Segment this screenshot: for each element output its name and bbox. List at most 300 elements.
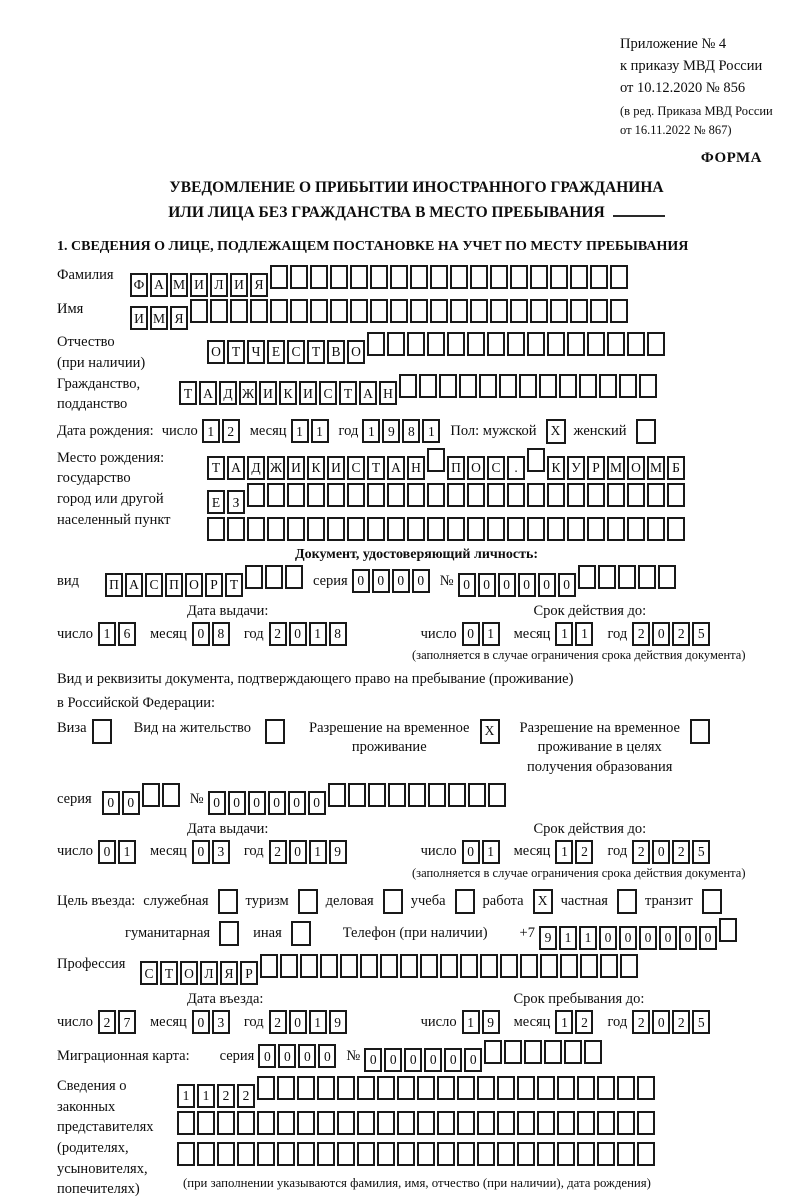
form-cell[interactable] xyxy=(267,517,285,541)
form-cell[interactable]: 1 xyxy=(555,1010,573,1034)
form-cell[interactable] xyxy=(527,517,545,541)
form-cell[interactable] xyxy=(427,332,445,356)
form-cell[interactable] xyxy=(557,1076,575,1100)
form-cell[interactable] xyxy=(297,1111,315,1135)
form-cell[interactable] xyxy=(510,265,528,289)
form-cell[interactable]: 7 xyxy=(118,1010,136,1034)
form-cell[interactable] xyxy=(627,483,645,507)
form-cell[interactable] xyxy=(207,517,225,541)
form-cell[interactable]: Т xyxy=(160,961,178,985)
form-cell[interactable] xyxy=(587,332,605,356)
form-cell[interactable]: Ж xyxy=(239,381,257,405)
form-cell[interactable]: 1 xyxy=(579,926,597,950)
form-cell[interactable] xyxy=(617,1111,635,1135)
form-cell[interactable]: Ч xyxy=(247,340,265,364)
purpose-commercial-checkbox[interactable] xyxy=(383,889,403,914)
form-cell[interactable] xyxy=(437,1076,455,1100)
form-cell[interactable] xyxy=(607,332,625,356)
form-cell[interactable]: Т xyxy=(367,456,385,480)
form-cell[interactable] xyxy=(557,1111,575,1135)
form-cell[interactable] xyxy=(277,1076,295,1100)
form-cell[interactable] xyxy=(427,448,445,472)
form-cell[interactable]: Е xyxy=(267,340,285,364)
form-cell[interactable] xyxy=(397,1111,415,1135)
sex-female-checkbox[interactable] xyxy=(636,419,656,444)
form-cell[interactable] xyxy=(367,483,385,507)
form-cell[interactable]: 3 xyxy=(212,840,230,864)
form-cell[interactable] xyxy=(520,954,538,978)
form-cell[interactable] xyxy=(367,517,385,541)
form-cell[interactable] xyxy=(247,517,265,541)
form-cell[interactable] xyxy=(639,374,657,398)
form-cell[interactable] xyxy=(597,1111,615,1135)
form-cell[interactable] xyxy=(280,954,298,978)
form-cell[interactable]: 5 xyxy=(692,840,710,864)
form-cell[interactable] xyxy=(597,1142,615,1166)
form-cell[interactable] xyxy=(487,483,505,507)
purpose-humanitarian-checkbox[interactable] xyxy=(219,921,239,946)
form-cell[interactable] xyxy=(667,517,685,541)
form-cell[interactable] xyxy=(410,299,428,323)
form-cell[interactable] xyxy=(467,332,485,356)
form-cell[interactable]: 1 xyxy=(291,419,309,443)
form-cell[interactable] xyxy=(347,517,365,541)
form-cell[interactable] xyxy=(370,299,388,323)
form-cell[interactable] xyxy=(190,299,208,323)
form-cell[interactable] xyxy=(297,1076,315,1100)
form-cell[interactable] xyxy=(468,783,486,807)
form-cell[interactable] xyxy=(599,374,617,398)
form-cell[interactable]: 0 xyxy=(392,569,410,593)
form-cell[interactable] xyxy=(367,332,385,356)
form-cell[interactable]: 1 xyxy=(559,926,577,950)
form-cell[interactable]: 0 xyxy=(462,840,480,864)
form-cell[interactable]: И xyxy=(259,381,277,405)
form-cell[interactable] xyxy=(337,1142,355,1166)
form-cell[interactable] xyxy=(377,1142,395,1166)
form-cell[interactable] xyxy=(577,1142,595,1166)
form-cell[interactable] xyxy=(610,265,628,289)
form-cell[interactable] xyxy=(527,332,545,356)
form-cell[interactable] xyxy=(297,1142,315,1166)
form-cell[interactable] xyxy=(507,517,525,541)
form-cell[interactable] xyxy=(530,265,548,289)
form-cell[interactable]: 0 xyxy=(98,840,116,864)
form-cell[interactable] xyxy=(320,954,338,978)
form-cell[interactable] xyxy=(407,483,425,507)
form-cell[interactable] xyxy=(479,374,497,398)
form-cell[interactable]: Т xyxy=(179,381,197,405)
form-cell[interactable] xyxy=(347,483,365,507)
form-cell[interactable] xyxy=(307,483,325,507)
form-cell[interactable] xyxy=(250,299,268,323)
form-cell[interactable]: С xyxy=(287,340,305,364)
form-cell[interactable]: 0 xyxy=(538,573,556,597)
form-cell[interactable] xyxy=(430,265,448,289)
form-cell[interactable] xyxy=(287,517,305,541)
form-cell[interactable]: С xyxy=(145,573,163,597)
form-cell[interactable] xyxy=(307,517,325,541)
form-cell[interactable] xyxy=(317,1142,335,1166)
form-cell[interactable] xyxy=(487,332,505,356)
form-cell[interactable] xyxy=(387,332,405,356)
residence-permit-checkbox[interactable] xyxy=(265,719,285,744)
form-cell[interactable] xyxy=(437,1142,455,1166)
form-cell[interactable]: 0 xyxy=(652,622,670,646)
form-cell[interactable] xyxy=(459,374,477,398)
form-cell[interactable] xyxy=(517,1076,535,1100)
form-cell[interactable]: В xyxy=(327,340,345,364)
form-cell[interactable]: 3 xyxy=(212,1010,230,1034)
form-cell[interactable] xyxy=(524,1040,542,1064)
form-cell[interactable] xyxy=(567,517,585,541)
form-cell[interactable] xyxy=(377,1076,395,1100)
form-cell[interactable] xyxy=(177,1111,195,1135)
form-cell[interactable]: 0 xyxy=(639,926,657,950)
form-cell[interactable]: С xyxy=(319,381,337,405)
form-cell[interactable]: Ж xyxy=(267,456,285,480)
form-cell[interactable]: Т xyxy=(227,340,245,364)
form-cell[interactable] xyxy=(417,1076,435,1100)
form-cell[interactable] xyxy=(719,918,737,942)
form-cell[interactable]: 1 xyxy=(575,622,593,646)
form-cell[interactable]: 0 xyxy=(498,573,516,597)
form-cell[interactable]: 0 xyxy=(384,1048,402,1072)
form-cell[interactable] xyxy=(162,783,180,807)
form-cell[interactable] xyxy=(447,332,465,356)
form-cell[interactable]: 1 xyxy=(118,840,136,864)
form-cell[interactable]: И xyxy=(327,456,345,480)
form-cell[interactable] xyxy=(457,1076,475,1100)
form-cell[interactable] xyxy=(390,265,408,289)
form-cell[interactable]: 1 xyxy=(482,622,500,646)
form-cell[interactable] xyxy=(450,299,468,323)
form-cell[interactable]: 0 xyxy=(122,791,140,815)
form-cell[interactable]: 2 xyxy=(237,1084,255,1108)
form-cell[interactable] xyxy=(257,1111,275,1135)
form-cell[interactable]: 0 xyxy=(289,1010,307,1034)
form-cell[interactable] xyxy=(504,1040,522,1064)
temp-residence-checkbox[interactable]: X xyxy=(480,719,500,744)
form-cell[interactable]: 8 xyxy=(329,622,347,646)
form-cell[interactable] xyxy=(448,783,466,807)
form-cell[interactable] xyxy=(407,517,425,541)
form-cell[interactable]: 0 xyxy=(192,622,210,646)
form-cell[interactable] xyxy=(618,565,636,589)
form-cell[interactable]: Р xyxy=(587,456,605,480)
form-cell[interactable]: 0 xyxy=(268,791,286,815)
form-cell[interactable] xyxy=(557,1142,575,1166)
form-cell[interactable] xyxy=(428,783,446,807)
form-cell[interactable] xyxy=(637,1076,655,1100)
form-cell[interactable]: 9 xyxy=(329,1010,347,1034)
form-cell[interactable] xyxy=(450,265,468,289)
form-cell[interactable] xyxy=(544,1040,562,1064)
form-cell[interactable]: Л xyxy=(210,273,228,297)
form-cell[interactable] xyxy=(265,565,283,589)
form-cell[interactable] xyxy=(647,483,665,507)
form-cell[interactable] xyxy=(257,1142,275,1166)
form-cell[interactable] xyxy=(337,1111,355,1135)
form-cell[interactable]: 0 xyxy=(652,840,670,864)
form-cell[interactable] xyxy=(350,299,368,323)
form-cell[interactable]: У xyxy=(567,456,585,480)
form-cell[interactable]: О xyxy=(347,340,365,364)
form-cell[interactable]: 2 xyxy=(269,840,287,864)
form-cell[interactable] xyxy=(497,1111,515,1135)
form-cell[interactable] xyxy=(408,783,426,807)
form-cell[interactable] xyxy=(590,299,608,323)
form-cell[interactable]: 1 xyxy=(555,840,573,864)
form-cell[interactable]: 0 xyxy=(364,1048,382,1072)
form-cell[interactable]: 1 xyxy=(362,419,380,443)
form-cell[interactable] xyxy=(285,565,303,589)
form-cell[interactable] xyxy=(467,517,485,541)
form-cell[interactable] xyxy=(237,1142,255,1166)
form-cell[interactable] xyxy=(620,954,638,978)
form-cell[interactable] xyxy=(597,1076,615,1100)
form-cell[interactable] xyxy=(579,374,597,398)
form-cell[interactable] xyxy=(500,954,518,978)
form-cell[interactable] xyxy=(570,299,588,323)
form-cell[interactable] xyxy=(290,265,308,289)
form-cell[interactable] xyxy=(327,517,345,541)
form-cell[interactable] xyxy=(467,483,485,507)
form-cell[interactable] xyxy=(658,565,676,589)
form-cell[interactable] xyxy=(399,374,417,398)
form-cell[interactable]: 0 xyxy=(518,573,536,597)
form-cell[interactable]: А xyxy=(359,381,377,405)
form-cell[interactable]: И xyxy=(230,273,248,297)
form-cell[interactable]: 2 xyxy=(222,419,240,443)
form-cell[interactable] xyxy=(197,1111,215,1135)
form-cell[interactable]: Т xyxy=(207,456,225,480)
form-cell[interactable]: О xyxy=(207,340,225,364)
form-cell[interactable] xyxy=(570,265,588,289)
form-cell[interactable]: 2 xyxy=(575,840,593,864)
form-cell[interactable] xyxy=(230,299,248,323)
form-cell[interactable]: Я xyxy=(220,961,238,985)
form-cell[interactable] xyxy=(317,1076,335,1100)
form-cell[interactable]: 1 xyxy=(555,622,573,646)
form-cell[interactable]: А xyxy=(199,381,217,405)
form-cell[interactable] xyxy=(550,299,568,323)
form-cell[interactable] xyxy=(427,483,445,507)
form-cell[interactable] xyxy=(507,332,525,356)
form-cell[interactable]: 2 xyxy=(672,840,690,864)
form-cell[interactable]: 0 xyxy=(248,791,266,815)
form-cell[interactable]: 0 xyxy=(458,573,476,597)
form-cell[interactable] xyxy=(270,265,288,289)
form-cell[interactable]: 0 xyxy=(318,1044,336,1068)
form-cell[interactable]: М xyxy=(150,306,168,330)
form-cell[interactable]: 2 xyxy=(672,1010,690,1034)
form-cell[interactable]: Т xyxy=(339,381,357,405)
form-cell[interactable]: К xyxy=(279,381,297,405)
form-cell[interactable]: 0 xyxy=(228,791,246,815)
form-cell[interactable]: А xyxy=(387,456,405,480)
purpose-transit-checkbox[interactable] xyxy=(702,889,722,914)
form-cell[interactable] xyxy=(627,517,645,541)
form-cell[interactable] xyxy=(577,1076,595,1100)
form-cell[interactable]: О xyxy=(627,456,645,480)
form-cell[interactable]: 0 xyxy=(464,1048,482,1072)
form-cell[interactable] xyxy=(490,265,508,289)
form-cell[interactable] xyxy=(439,374,457,398)
form-cell[interactable] xyxy=(484,1040,502,1064)
form-cell[interactable] xyxy=(477,1111,495,1135)
form-cell[interactable] xyxy=(397,1076,415,1100)
form-cell[interactable] xyxy=(277,1111,295,1135)
form-cell[interactable]: К xyxy=(547,456,565,480)
form-cell[interactable] xyxy=(499,374,517,398)
form-cell[interactable]: 0 xyxy=(679,926,697,950)
form-cell[interactable]: 2 xyxy=(575,1010,593,1034)
form-cell[interactable]: 8 xyxy=(212,622,230,646)
form-cell[interactable]: 9 xyxy=(482,1010,500,1034)
form-cell[interactable]: П xyxy=(105,573,123,597)
form-cell[interactable] xyxy=(510,299,528,323)
form-cell[interactable] xyxy=(470,299,488,323)
form-cell[interactable]: О xyxy=(185,573,203,597)
form-cell[interactable] xyxy=(177,1142,195,1166)
form-cell[interactable] xyxy=(600,954,618,978)
form-cell[interactable] xyxy=(277,1142,295,1166)
form-cell[interactable] xyxy=(647,332,665,356)
form-cell[interactable] xyxy=(270,299,288,323)
form-cell[interactable]: 2 xyxy=(632,622,650,646)
form-cell[interactable] xyxy=(142,783,160,807)
form-cell[interactable] xyxy=(584,1040,602,1064)
form-cell[interactable]: 5 xyxy=(692,1010,710,1034)
form-cell[interactable] xyxy=(537,1076,555,1100)
form-cell[interactable] xyxy=(637,1111,655,1135)
form-cell[interactable]: 0 xyxy=(424,1048,442,1072)
form-cell[interactable]: 1 xyxy=(462,1010,480,1034)
form-cell[interactable] xyxy=(317,1111,335,1135)
form-cell[interactable]: 1 xyxy=(177,1084,195,1108)
form-cell[interactable]: Т xyxy=(225,573,243,597)
form-cell[interactable]: 0 xyxy=(404,1048,422,1072)
purpose-other-checkbox[interactable] xyxy=(291,921,311,946)
form-cell[interactable]: 0 xyxy=(699,926,717,950)
form-cell[interactable] xyxy=(387,517,405,541)
form-cell[interactable] xyxy=(328,783,346,807)
form-cell[interactable] xyxy=(327,483,345,507)
form-cell[interactable]: А xyxy=(150,273,168,297)
form-cell[interactable]: 0 xyxy=(599,926,617,950)
form-cell[interactable] xyxy=(447,517,465,541)
form-cell[interactable] xyxy=(519,374,537,398)
form-cell[interactable] xyxy=(330,265,348,289)
form-cell[interactable]: Я xyxy=(170,306,188,330)
form-cell[interactable] xyxy=(357,1142,375,1166)
form-cell[interactable] xyxy=(547,483,565,507)
form-cell[interactable] xyxy=(410,265,428,289)
form-cell[interactable] xyxy=(437,1111,455,1135)
form-cell[interactable] xyxy=(357,1111,375,1135)
form-cell[interactable]: 0 xyxy=(258,1044,276,1068)
form-cell[interactable]: Б xyxy=(667,456,685,480)
purpose-study-checkbox[interactable] xyxy=(455,889,475,914)
form-cell[interactable]: 0 xyxy=(278,1044,296,1068)
form-cell[interactable]: Я xyxy=(250,273,268,297)
purpose-private-checkbox[interactable] xyxy=(617,889,637,914)
form-cell[interactable]: Е xyxy=(207,490,225,514)
form-cell[interactable] xyxy=(348,783,366,807)
form-cell[interactable]: М xyxy=(607,456,625,480)
form-cell[interactable]: 1 xyxy=(309,622,327,646)
form-cell[interactable] xyxy=(539,374,557,398)
form-cell[interactable] xyxy=(638,565,656,589)
form-cell[interactable] xyxy=(490,299,508,323)
form-cell[interactable]: А xyxy=(227,456,245,480)
form-cell[interactable] xyxy=(477,1142,495,1166)
form-cell[interactable] xyxy=(210,299,228,323)
form-cell[interactable]: 9 xyxy=(382,419,400,443)
form-cell[interactable] xyxy=(380,954,398,978)
form-cell[interactable] xyxy=(287,483,305,507)
form-cell[interactable]: О xyxy=(180,961,198,985)
form-cell[interactable]: З xyxy=(227,490,245,514)
form-cell[interactable] xyxy=(619,374,637,398)
form-cell[interactable] xyxy=(610,299,628,323)
sex-male-checkbox[interactable]: X xyxy=(546,419,566,444)
form-cell[interactable] xyxy=(590,265,608,289)
form-cell[interactable] xyxy=(310,299,328,323)
form-cell[interactable] xyxy=(540,954,558,978)
form-cell[interactable] xyxy=(567,483,585,507)
form-cell[interactable] xyxy=(507,483,525,507)
form-cell[interactable] xyxy=(547,332,565,356)
form-cell[interactable] xyxy=(368,783,386,807)
form-cell[interactable]: Ф xyxy=(130,273,148,297)
form-cell[interactable] xyxy=(550,265,568,289)
form-cell[interactable]: 0 xyxy=(478,573,496,597)
form-cell[interactable]: А xyxy=(125,573,143,597)
form-cell[interactable] xyxy=(470,265,488,289)
form-cell[interactable] xyxy=(517,1142,535,1166)
form-cell[interactable]: 0 xyxy=(352,569,370,593)
form-cell[interactable]: 1 xyxy=(422,419,440,443)
form-cell[interactable] xyxy=(607,483,625,507)
form-cell[interactable] xyxy=(617,1142,635,1166)
form-cell[interactable]: 1 xyxy=(311,419,329,443)
form-cell[interactable]: 0 xyxy=(659,926,677,950)
form-cell[interactable]: И xyxy=(130,306,148,330)
form-cell[interactable] xyxy=(627,332,645,356)
form-cell[interactable] xyxy=(537,1111,555,1135)
form-cell[interactable]: 0 xyxy=(192,840,210,864)
form-cell[interactable]: К xyxy=(307,456,325,480)
form-cell[interactable] xyxy=(517,1111,535,1135)
form-cell[interactable] xyxy=(427,517,445,541)
form-cell[interactable] xyxy=(560,954,578,978)
form-cell[interactable] xyxy=(457,1142,475,1166)
form-cell[interactable] xyxy=(564,1040,582,1064)
form-cell[interactable] xyxy=(527,483,545,507)
form-cell[interactable] xyxy=(617,1076,635,1100)
form-cell[interactable]: 0 xyxy=(412,569,430,593)
form-cell[interactable]: 2 xyxy=(217,1084,235,1108)
form-cell[interactable] xyxy=(260,954,278,978)
form-cell[interactable] xyxy=(245,565,263,589)
form-cell[interactable]: 2 xyxy=(269,622,287,646)
purpose-tourism-checkbox[interactable] xyxy=(298,889,318,914)
purpose-work-checkbox[interactable]: X xyxy=(533,889,553,914)
form-cell[interactable] xyxy=(480,954,498,978)
form-cell[interactable] xyxy=(559,374,577,398)
